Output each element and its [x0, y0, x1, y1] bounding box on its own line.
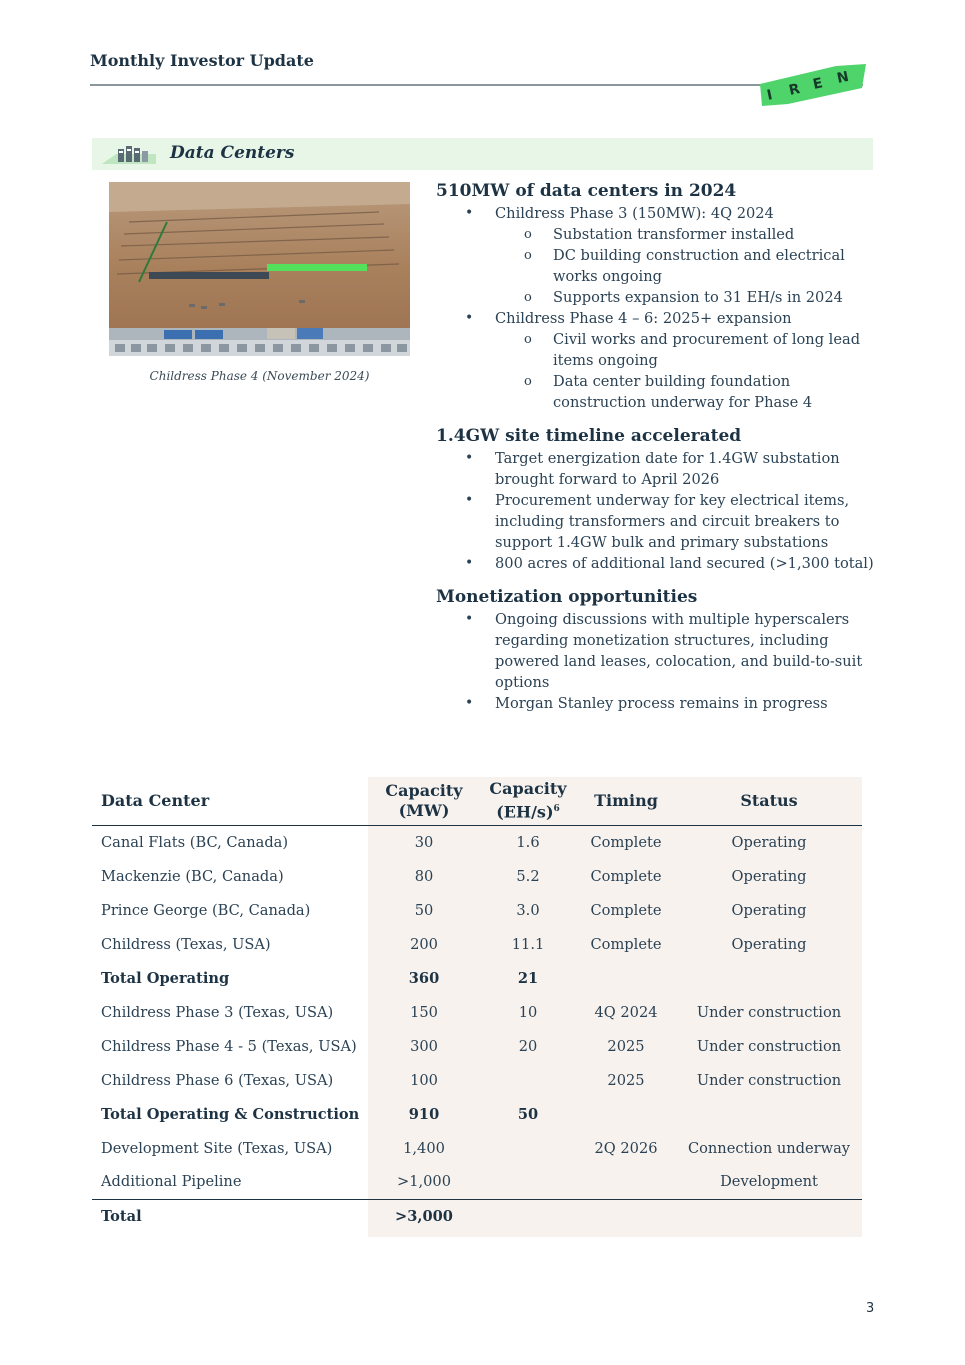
bullet-item: • 800 acres of additional land secured (>1,300 total)	[436, 553, 876, 574]
svg-text:N: N	[835, 68, 851, 87]
table-row: Childress Phase 6 (Texas, USA) 100 2025 Under construction	[101, 1071, 842, 1089]
table-row: Mackenzie (BC, Canada) 80 5.2 Complete Operating	[101, 867, 807, 885]
sub-bullet-item: o DC building construction and electrical works ongoing	[436, 245, 876, 287]
subtotal-row: Total Operating 360 21	[101, 969, 539, 987]
highlights-column	[436, 179, 876, 714]
bullet-item: • Procurement underway for key electrical items, including transformers and circuit breakers to support 1.4GW bulk and primary substations	[436, 490, 876, 553]
photo-caption: Childress Phase 4 (November 2024)	[149, 369, 370, 383]
svg-text:R: R	[787, 81, 802, 99]
iren-logo	[758, 62, 868, 108]
col-header-capacity-mw: Capacity (MW)	[368, 777, 480, 825]
header-divider	[90, 84, 863, 86]
bullet-item: • Childress Phase 3 (150MW): 4Q 2024	[436, 203, 876, 224]
sub-bullet-item: o Substation transformer installed	[436, 224, 876, 245]
block-heading: 1.4GW site timeline accelerated	[436, 426, 742, 446]
table-row: Childress Phase 4 - 5 (Texas, USA) 300 20 2025 Under construction	[101, 1037, 842, 1055]
svg-text:I: I	[765, 87, 774, 104]
table-row: Development Site (Texas, USA) 1,400 2Q 2026 Connection underway	[101, 1139, 851, 1157]
svg-text:E: E	[811, 75, 825, 93]
col-header-data-center: Data Center	[92, 777, 368, 825]
table-row: Prince George (BC, Canada) 50 3.0 Complete Operating	[101, 901, 807, 919]
data-center-table	[92, 777, 862, 1234]
col-header-status: Status	[676, 777, 862, 825]
sub-bullet-item: o Supports expansion to 31 EH/s in 2024	[436, 287, 876, 308]
table-row: Childress Phase 3 (Texas, USA) 150 10 4Q 2024 Under construction	[101, 1003, 842, 1021]
document-header-title: Monthly Investor Update	[90, 51, 314, 70]
bullet-list	[436, 609, 876, 714]
bullet-item: • Morgan Stanley process remains in progress	[436, 693, 876, 714]
table-row: Childress (Texas, USA) 200 11.1 Complete Operating	[101, 935, 807, 953]
page-number: 3	[866, 1301, 875, 1316]
bullet-list	[436, 203, 876, 413]
total-row: Total >3,000	[92, 1199, 862, 1234]
table-row: Additional Pipeline >1,000 Development	[101, 1173, 818, 1191]
section-title: Data Centers	[170, 143, 295, 163]
data-center-icon	[102, 142, 156, 168]
bullet-item: • Childress Phase 4 – 6: 2025+ expansion	[436, 308, 876, 329]
bullet-list	[436, 448, 876, 574]
sub-bullet-item: o Civil works and procurement of long lead items ongoing	[436, 329, 876, 371]
construction-site-photo	[109, 182, 410, 356]
col-header-capacity-eh: Capacity $(EH/s)^6$	[480, 777, 576, 825]
table-row: Canal Flats (BC, Canada) 30 1.6 Complete Operating	[101, 833, 807, 851]
sub-bullet-item: o Data center building foundation construction underway for Phase 4	[436, 371, 876, 413]
footnote-marker: 6	[553, 804, 560, 815]
bullet-item: • Ongoing discussions with multiple hyperscalers regarding monetization structures, including powered land leases, colocation, and build-to-suit options	[436, 609, 876, 693]
subtotal-row: Total Operating & Construction 910 50	[101, 1105, 539, 1123]
block-heading: Monetization opportunities	[436, 587, 698, 607]
col-header-timing: Timing	[576, 777, 676, 825]
block-heading: 510MW of data centers in 2024	[436, 181, 737, 201]
bullet-item: • Target energization date for 1.4GW substation brought forward to April 2026	[436, 448, 876, 490]
table-header-row	[92, 777, 862, 825]
